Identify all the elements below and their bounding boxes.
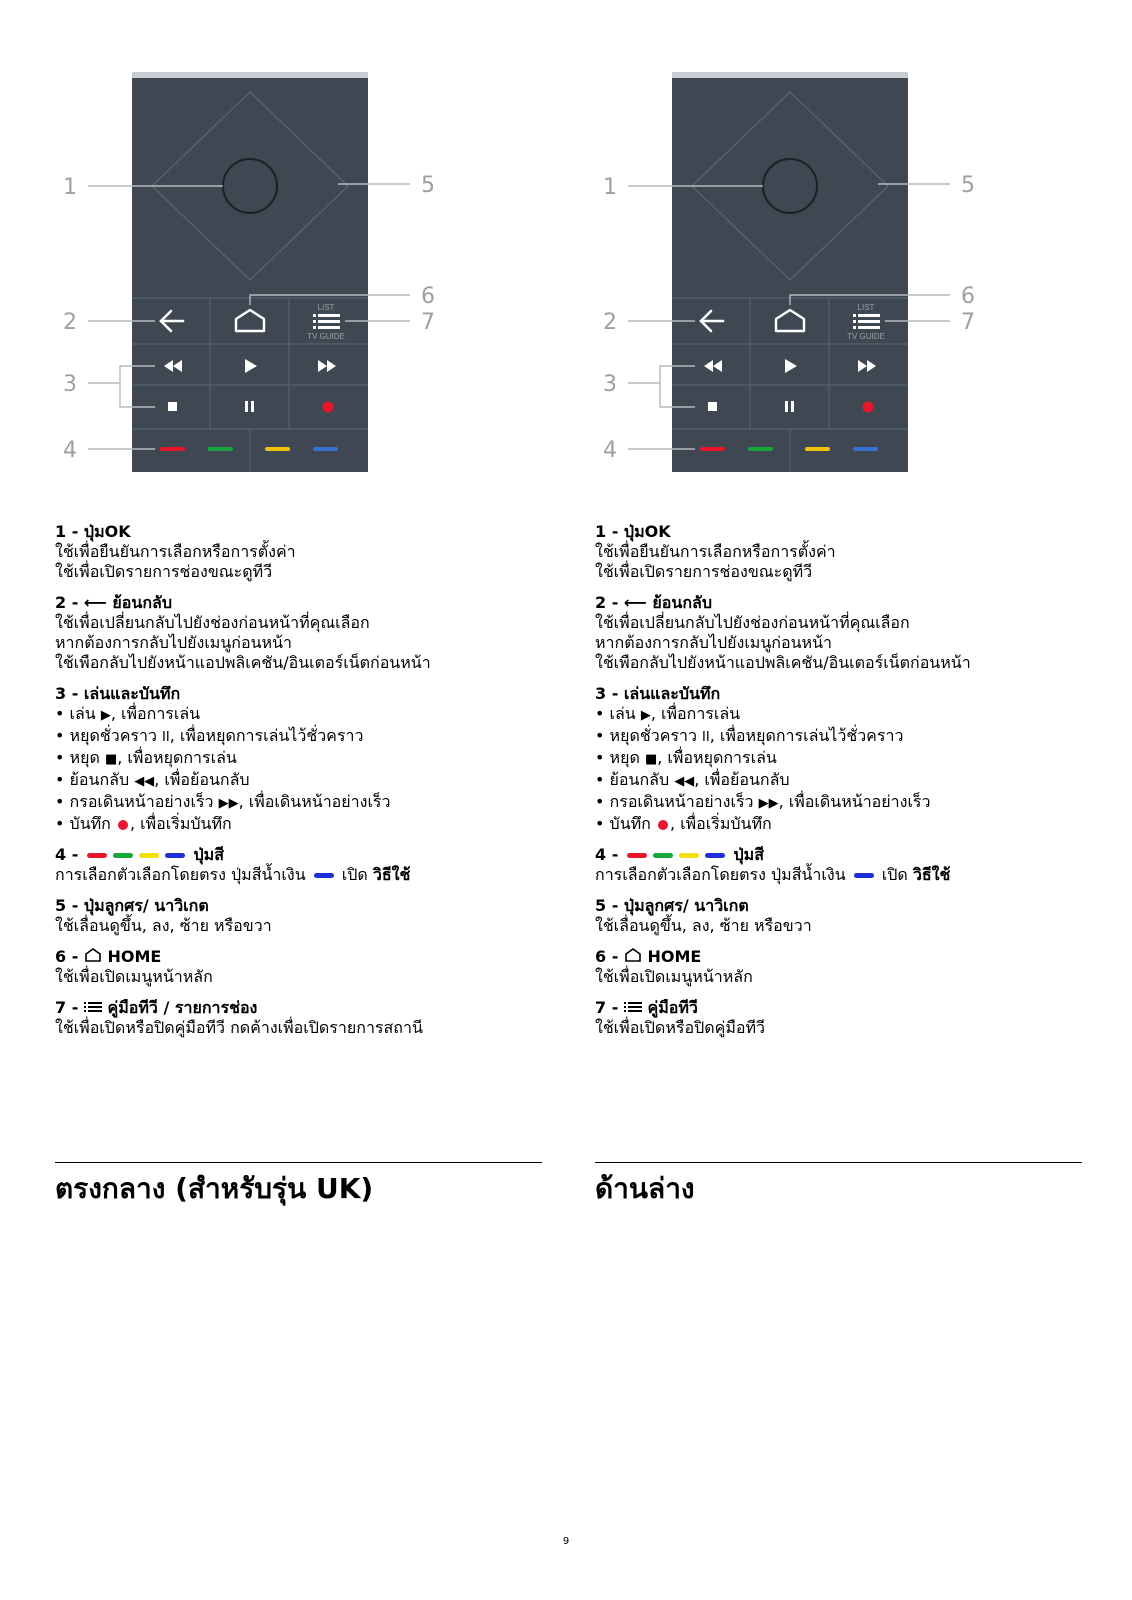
green-key-icon	[653, 853, 673, 858]
section-heading: 7 - คู่มือทีวี	[595, 998, 698, 1017]
list-icon	[84, 1001, 102, 1013]
section-title: ด้านล่าง	[595, 1172, 695, 1205]
home-icon	[624, 948, 642, 962]
home-icon	[84, 948, 102, 962]
bullet-fast-forward: • กรอเดินหน้าอย่างเร็ว ▶▶, เพื่อเดินหน้าอย่างเร็ว	[595, 792, 1085, 814]
callout-1: 1	[63, 175, 77, 200]
text-line: หากต้องการกลับไปยังเมนูก่อนหน้า	[55, 633, 292, 652]
text-line: ใช้เพื่อเปิดรายการช่องขณะดูทีวี	[55, 562, 273, 581]
rewind-icon: ◀◀	[674, 774, 695, 789]
bullet-pause: • หยุดชั่วคราว II, เพื่อหยุดการเล่นไว้ชั่วคราว	[595, 726, 1085, 748]
stop-icon: ■	[104, 752, 118, 767]
callout-2: 2	[63, 310, 77, 335]
pause-icon: II	[702, 730, 710, 745]
section-tv-guide	[595, 998, 1085, 1038]
section-home	[55, 947, 545, 987]
section-tv-guide	[55, 998, 545, 1038]
record-icon	[658, 820, 668, 830]
bullet-stop: • หยุด ■, เพื่อหยุดการเล่น	[55, 748, 545, 770]
yellow-button	[805, 447, 830, 451]
text-line: ใช้เพื่อเปิดเมนูหน้าหลัก	[55, 967, 213, 986]
section-title: ตรงกลาง (สำหรับรุ่น UK)	[55, 1172, 374, 1205]
section-heading: 5 - ปุ่มลูกศร/ นาวิเกต	[595, 896, 749, 915]
section-navigation	[595, 896, 1085, 936]
callout-4: 4	[603, 438, 617, 463]
left-descriptions	[55, 522, 545, 1049]
red-key-icon	[627, 853, 647, 858]
tvguide-label: TV GUIDE	[847, 332, 885, 341]
text-line: ใช้เพื่อเปิดรายการช่องขณะดูทีวี	[595, 562, 813, 581]
list-label: LIST	[857, 303, 875, 312]
red-button	[700, 447, 725, 451]
callout-3: 3	[603, 372, 617, 397]
text-line: ใช้เลื่อนดูขึ้น, ลง, ซ้าย หรือขวา	[595, 916, 812, 935]
section-heading: 1 - ปุ่มOK	[595, 522, 671, 541]
section-heading: 5 - ปุ่มลูกศร/ นาวิเกต	[55, 896, 209, 915]
callout-7: 7	[961, 310, 975, 335]
list-icon	[624, 1001, 642, 1013]
bullet-rewind: • ย้อนกลับ ◀◀, เพื่อย้อนกลับ	[595, 770, 1085, 792]
record-icon	[118, 820, 128, 830]
bullet-fast-forward: • กรอเดินหน้าอย่างเร็ว ▶▶, เพื่อเดินหน้าอย่างเร็ว	[55, 792, 545, 814]
bullet-play: • เล่น ▶, เพื่อการเล่น	[55, 704, 545, 726]
record-icon	[863, 402, 874, 413]
fast-forward-icon: ▶▶	[218, 796, 239, 811]
section-heading: 2 - ⟵ ย้อนกลับ	[55, 593, 172, 612]
callout-1: 1	[603, 175, 617, 200]
section-heading: 6 - HOME	[595, 947, 702, 966]
callout-5: 5	[961, 173, 975, 198]
section-ok	[595, 522, 1085, 582]
stop-icon	[168, 402, 177, 411]
section-divider	[595, 1162, 1082, 1163]
page-number: 9	[562, 1536, 570, 1547]
section-ok	[55, 522, 545, 582]
callout-6: 6	[421, 284, 435, 309]
callout-5: 5	[421, 173, 435, 198]
play-icon: ▶	[640, 708, 651, 723]
text-line: ใช้เพื่อยืนยันการเลือกหรือการตั้งค่า	[55, 542, 296, 561]
remote-illustration	[595, 72, 1085, 492]
text-line: ใช้เพื่อเปิดหรือปิดคู่มือทีวี กดค้างเพื่อเปิดรายการสถานี	[55, 1018, 423, 1037]
section-home	[595, 947, 1085, 987]
yellow-key-icon	[679, 853, 699, 858]
callout-4: 4	[63, 438, 77, 463]
bullet-play: • เล่น ▶, เพื่อการเล่น	[595, 704, 1085, 726]
blue-key-icon	[854, 873, 874, 878]
text-line: ใช้เพื่อเปลี่ยนกลับไปยังช่องก่อนหน้าที่คุณเลือก	[55, 613, 370, 632]
stop-icon: ■	[644, 752, 658, 767]
yellow-key-icon	[139, 853, 159, 858]
section-back	[595, 593, 1085, 673]
text-line: ใช้เพื่อเปิดเมนูหน้าหลัก	[595, 967, 753, 986]
remote-diagram-right	[595, 72, 1085, 492]
green-button	[208, 447, 233, 451]
section-heading: 4 - ปุ่มสี	[595, 845, 764, 864]
section-heading: 3 - เล่นและบันทึก	[595, 684, 721, 703]
red-button	[160, 447, 185, 451]
section-heading: 3 - เล่นและบันทึก	[55, 684, 181, 703]
text-line: ใช้เพื่อยืนยันการเลือกหรือการตั้งค่า	[595, 542, 836, 561]
stop-icon	[708, 402, 717, 411]
section-back	[55, 593, 545, 673]
section-color-keys	[55, 845, 545, 885]
pause-icon: II	[162, 730, 170, 745]
section-play-record	[55, 684, 545, 834]
callout-6: 6	[961, 284, 975, 309]
remote-illustration	[55, 72, 545, 492]
text-line: การเลือกตัวเลือกโดยตรง ปุ่มสีน้ำเงิน เปิด วิธีใช้	[55, 865, 411, 884]
section-heading: 1 - ปุ่มOK	[55, 522, 131, 541]
text-line: ใช้เลื่อนดูขึ้น, ลง, ซ้าย หรือขวา	[55, 916, 272, 935]
section-color-keys	[595, 845, 1085, 885]
callout-3: 3	[63, 372, 77, 397]
remote-body	[672, 72, 908, 472]
section-heading: 6 - HOME	[55, 947, 162, 966]
record-icon	[323, 402, 334, 413]
list-label: LIST	[317, 303, 335, 312]
bullet-record: • บันทึก , เพื่อเริ่มบันทึก	[55, 814, 545, 834]
section-navigation	[55, 896, 545, 936]
bullet-pause: • หยุดชั่วคราว II, เพื่อหยุดการเล่นไว้ชั่วคราว	[55, 726, 545, 748]
remote-top-edge	[132, 72, 368, 78]
blue-key-icon	[314, 873, 334, 878]
text-line: ใช้เพือกลับไปยังหน้าแอปพลิเคชัน/อินเตอร์เน็ตก่อนหน้า	[55, 653, 431, 672]
blue-button	[313, 447, 338, 451]
section-play-record	[595, 684, 1085, 834]
green-key-icon	[113, 853, 133, 858]
tvguide-label: TV GUIDE	[307, 332, 345, 341]
blue-key-icon	[705, 853, 725, 858]
rewind-icon: ◀◀	[134, 774, 155, 789]
callout-2: 2	[603, 310, 617, 335]
text-line: การเลือกตัวเลือกโดยตรง ปุ่มสีน้ำเงิน เปิด วิธีใช้	[595, 865, 951, 884]
bullet-record: • บันทึก , เพื่อเริ่มบันทึก	[595, 814, 1085, 834]
text-line: หากต้องการกลับไปยังเมนูก่อนหน้า	[595, 633, 832, 652]
blue-key-icon	[165, 853, 185, 858]
yellow-button	[265, 447, 290, 451]
back-arrow-icon: ⟵	[623, 593, 647, 612]
remote-top-edge	[672, 72, 908, 78]
text-line: ใช้เพือกลับไปยังหน้าแอปพลิเคชัน/อินเตอร์เน็ตก่อนหน้า	[595, 653, 971, 672]
section-heading: 7 - คู่มือทีวี / รายการช่อง	[55, 998, 258, 1017]
bullet-rewind: • ย้อนกลับ ◀◀, เพื่อย้อนกลับ	[55, 770, 545, 792]
green-button	[748, 447, 773, 451]
blue-button	[853, 447, 878, 451]
section-heading: 2 - ⟵ ย้อนกลับ	[595, 593, 712, 612]
section-heading: 4 - ปุ่มสี	[55, 845, 224, 864]
section-divider	[55, 1162, 542, 1163]
remote-body	[132, 72, 368, 472]
text-line: ใช้เพื่อเปลี่ยนกลับไปยังช่องก่อนหน้าที่คุณเลือก	[595, 613, 910, 632]
play-icon: ▶	[100, 708, 111, 723]
red-key-icon	[87, 853, 107, 858]
bullet-stop: • หยุด ■, เพื่อหยุดการเล่น	[595, 748, 1085, 770]
text-line: ใช้เพื่อเปิดหรือปิดคู่มือทีวี	[595, 1018, 765, 1037]
fast-forward-icon: ▶▶	[758, 796, 779, 811]
callout-7: 7	[421, 310, 435, 335]
remote-diagram-left	[55, 72, 545, 492]
right-descriptions	[595, 522, 1085, 1049]
back-arrow-icon: ⟵	[83, 593, 107, 612]
